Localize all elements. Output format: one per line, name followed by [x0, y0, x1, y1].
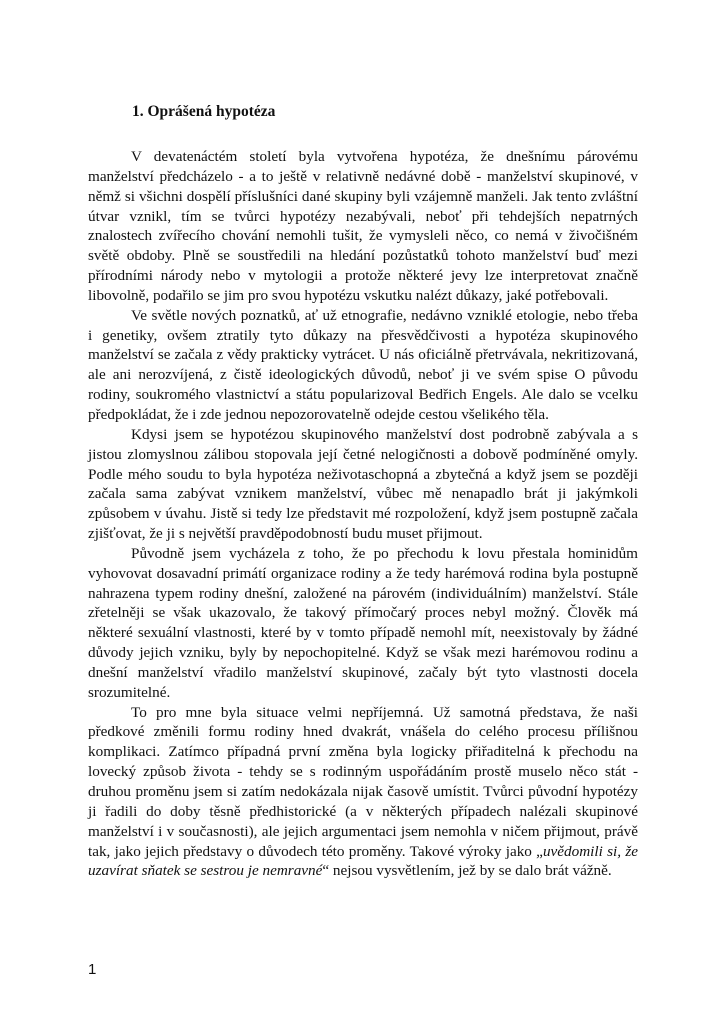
- paragraph-2: Ve světle nových poznatků, ať už etnografie, nedávno vzniklé etologie, nebo třeba i genetiky, ovšem ztratily tyto důkazy na přesvědčivosti a hypotéza skupinového manželství se začala z vědy prakticky vytrácet. U nás oficiálně přetrvávala, nekritizovaná, ale ani nerozvíjená, z čistě ideologických důvodů, neboť ji ve svém spise O původu rodiny, soukromého vlastnictví a státu popularizoval Bedřich Engels. Ale dalo se vcelku předpokládat, že i zde jednou nepozorovatelně odejde cestou všelikého těla.: [88, 306, 638, 423]
- paragraph-5: [88, 703, 638, 882]
- paragraph-5-text: To pro mne byla situace velmi nepříjemná. Už samotná představa, že naši předkové změnili formu rodiny hned dvakrát, vnášela do celého procesu přílišnou komplikaci. Zatímco případná první změna byla logicky přiřaditelná k přechodu na lovecký způsob života - tehdy se s rodinným uspořádáním prostě muselo něco stát - druhou proměnu jsem si zatím nedokázala nijak časově umístit. Tvůrci původní hypotézy ji řadili do doby těsně předhistorické (a v některých případech nalézali skupinové manželství i v současnosti), ale jejich argumentaci jsem nemohla v ničem přijmout, právě tak, jako jejich představy o důvodech této proměny. Takové výroky jako „: [88, 703, 638, 860]
- page-number: 1: [88, 961, 97, 978]
- paragraph-1: V devatenáctém století byla vytvořena hypotéza, že dnešnímu párovému manželství předcházelo - a to ještě v relativně nedávné době - manželství skupinové, v němž si všichni dospělí příslušníci dané skupiny byli vzájemně manželi. Jak tento zvláštní útvar vznikl, tím se tvůrci hypotézy nezabývali, neboť při tehdejších nepatrných znalostech zvířecího chování nemohli tušit, že vymysleli něco, co nemá v živočišném světě obdoby. Plně se soustředili na hledání pozůstatků tohoto manželství buď mezi přírodními národy nebo v mytologii a protože některé jevy lze interpretovat značně libovolně, podařilo se jim pro svou hypotézu vskutku nalézt důkazy, jaké potřebovali.: [88, 148, 638, 304]
- document-body: [88, 147, 638, 881]
- paragraph-4: Původně jsem vycházela z toho, že po přechodu k lovu přestala hominidům vyhovovat dosavadní primátí organizace rodiny a že tedy harémová rodina byla postupně nahrazena typem rodiny dnešní, založené na párovém (individuálním) manželství. Stále zřetelněji se však ukazovalo, že takový přímočarý proces nebyl možný. Člověk má některé sexuální vlastnosti, které by v tomto případě nemohl mít, neexistovaly by žádné důvody jejich vzniku, byly by nepochopitelné. Když se však mezi harémovou rodinu a dnešní manželství vřadilo manželství skupinové, začaly být tyto vlastnosti docela srozumitelné.: [88, 544, 638, 701]
- section-heading: 1. Oprášená hypotéza: [132, 103, 276, 120]
- paragraph-5-tail: “ nejsou vysvětlením, jež by se dalo brát vážně.: [322, 862, 612, 880]
- italic-quote: uvědomili si, že uzavírat sňatek se sestrou je nemravné: [88, 842, 639, 880]
- paragraph-3: Kdysi jsem se hypotézou skupinového manželství dost podrobně zabývala a s jistou zlomyslnou zálibou stopovala její četné nelogičnosti a dobově podmíněné omyly. Podle mého soudu to byla hypotéza neživotaschopná a zbytečná a když jsem se později začala sama zabývat vznikem manželství, vůbec mě nenapadlo brát ji jakýmkoli způsobem v úvahu. Jistě si tedy lze představit mé rozpoložení, když jsem postupně začala zjišťovat, že ji s největší pravděpodobností budu muset přijmout.: [88, 425, 638, 543]
